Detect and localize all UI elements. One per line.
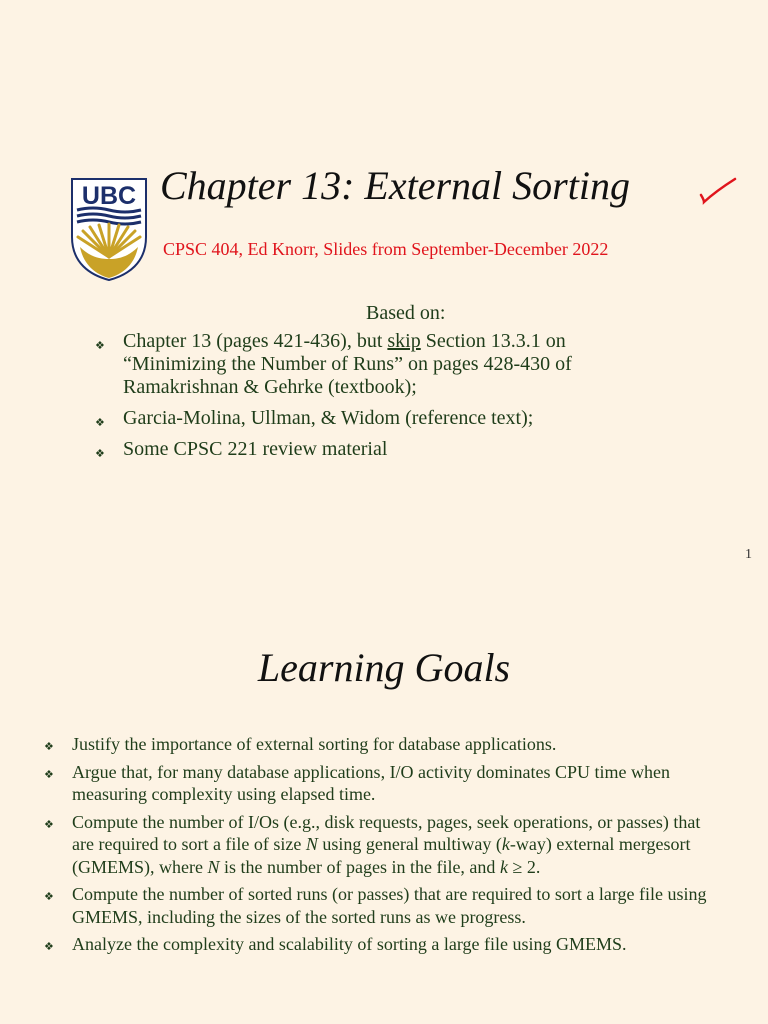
skip-emphasis: skip [387, 330, 421, 352]
slide-2-title: Learning Goals [257, 645, 511, 690]
list-item [44, 883, 724, 928]
diamond-bullet-icon: ❖ [95, 339, 105, 352]
goal-text-2: Argue that, for many database applications, I/O activity dominates CPU time when measuring complexity using elapsed time. [72, 761, 671, 804]
reference-text-1b: Section 13.3.1 on “Minimizing the Number of Runs” on pages 428-430 of Ramakrishnan & Gehrke (textbook); [123, 330, 572, 398]
diamond-bullet-icon: ❖ [44, 740, 54, 753]
list-item [95, 438, 655, 461]
goal-text-3b: using general multiway ( [317, 834, 502, 854]
logo-text: UBC [81, 182, 137, 210]
goal-text-1: Justify the importance of external sorting for database applications. [72, 734, 557, 754]
reference-text-2: Garcia-Molina, Ullman, & Widom (reference text); [123, 407, 534, 429]
diamond-bullet-icon: ❖ [44, 890, 54, 903]
list-item [95, 407, 655, 430]
references-list [95, 330, 655, 469]
diamond-bullet-icon: ❖ [95, 447, 105, 460]
diamond-bullet-icon: ❖ [95, 416, 105, 429]
diamond-bullet-icon: ❖ [44, 940, 54, 953]
list-item [95, 330, 655, 399]
goal-text-3a: Compute the number of I/Os (e.g., disk requests, pages, seek operations, or passes) that are required to sort a file of size [72, 811, 701, 854]
goal-text-4: Compute the number of sorted runs (or passes) that are required to sort a large file using GMEMS, including the sizes of the sorted runs as we progress. [72, 884, 707, 927]
list-item [44, 733, 724, 756]
slide-2 [0, 590, 768, 1024]
var-k: k [499, 856, 508, 877]
diamond-bullet-icon: ❖ [44, 817, 54, 831]
list-item [44, 933, 724, 956]
goal-text-3e: ≥ 2. [507, 856, 541, 877]
list-item [44, 761, 724, 806]
var-k: k [501, 834, 510, 854]
red-checkmark-icon [698, 176, 738, 206]
list-item [44, 811, 724, 879]
diamond-bullet-icon: ❖ [44, 767, 54, 781]
var-n: N [305, 834, 318, 854]
slide-1-title: Chapter 13: External Sorting [160, 163, 630, 208]
based-on-heading: Based on: [366, 302, 446, 324]
goal-text-3c: -way) external mergesort (GMEMS), where [72, 834, 691, 877]
var-n: N [207, 856, 220, 877]
goal-text-3d: is the number of pages in the file, and [219, 856, 500, 877]
reference-text-3: Some CPSC 221 review material [123, 438, 388, 460]
reference-text-1a: Chapter 13 (pages 421-436), but [123, 330, 388, 352]
slide-1-subtitle: CPSC 404, Ed Knorr, Slides from September-December 2022 [163, 239, 609, 259]
ubc-crest-logo [70, 177, 148, 281]
page-number: 1 [745, 547, 752, 562]
learning-goals-list [44, 733, 724, 961]
goal-text-5: Analyze the complexity and scalability of sorting a large file using GMEMS. [72, 934, 627, 954]
